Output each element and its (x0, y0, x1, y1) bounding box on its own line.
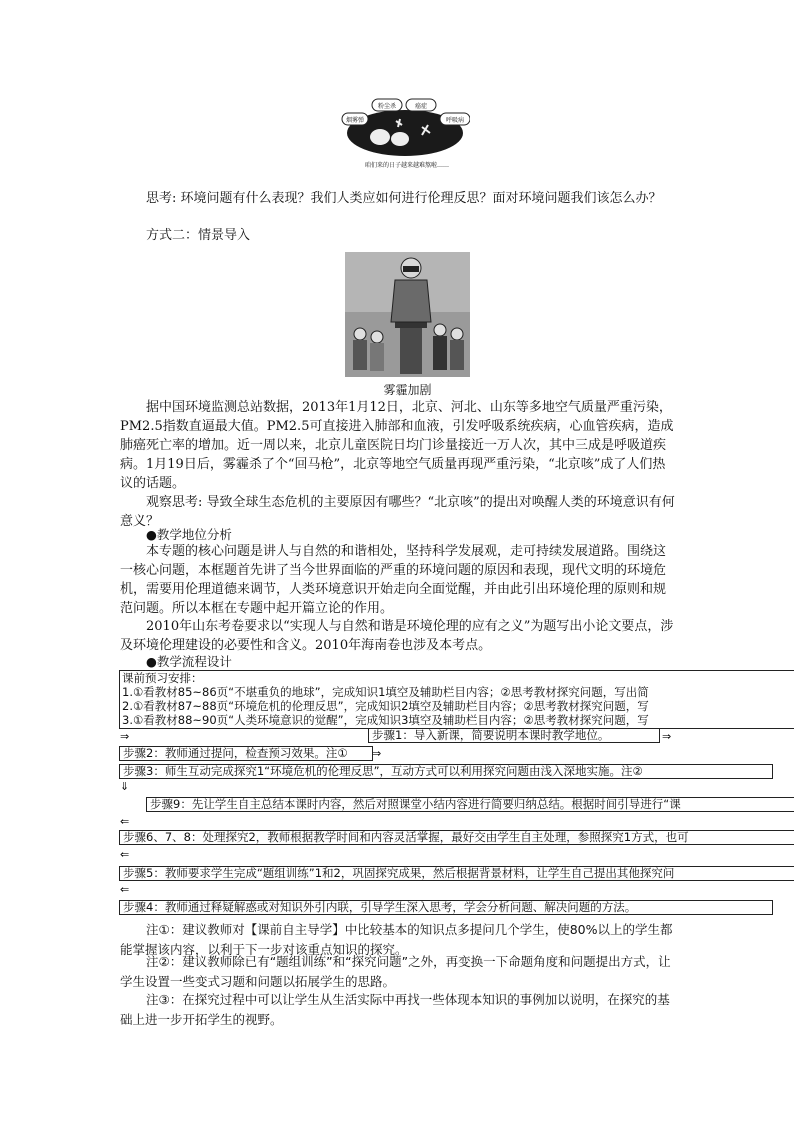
cartoon-label-2: 粉尘杀 (377, 103, 396, 110)
step-1-box: 步骤1：导入新课，简要说明本课时教学地位。 (368, 728, 660, 743)
step-9-box: 步骤9：先让学生自主总结本课时内容，然后对照课堂小结内容进行简要归纳总结。根据时间引导进行“课 (146, 797, 794, 812)
preview-line-3: 3.①看教材88~90页“人类环境意识的觉醒”，完成知识3填空及辅助栏目内容；②思考教材探究问题，写 (122, 713, 649, 727)
arrow-left-1: ⇐ (120, 815, 130, 828)
note-1: 注①：建议教师对【课前自主导学】中比较基本的知识点多提问几个学生，使80%以上的学生都能掌握该内容，以利于下一步对该重点知识的探究。 (120, 922, 673, 957)
teaching-flow-heading: ●教学流程设计 (146, 654, 232, 669)
arrow-right-1: ⇒ (120, 730, 130, 743)
method-two-heading: 方式二：情景导入 (146, 228, 251, 243)
smog-illustration-figure (345, 252, 470, 377)
teaching-position-heading: ●教学地位分析 (146, 527, 232, 542)
exam-reference-paragraph: 2010年山东考卷要求以“实现人与自然和谐是环境伦理的应有之义”为题写出小论文要点，涉及环境伦理建设的必要性和含义。2010年海南卷也涉及本考点。 (120, 619, 674, 653)
note-2: 注②：建议教师除已有“题组训练”和“探究问题”之外，再变换一下命题角度和问题提出方式，让学生设置一些变式习题和问题以拓展学生的思路。 (120, 954, 671, 989)
observe-question: 观察思考: 导致全球生态危机的主要原因有哪些？“北京咳”的提出对唤醒人类的环境意识有何意义？ (120, 495, 675, 529)
cartoon-label-3: 癌症 (414, 103, 427, 110)
step-4-box: 步骤4：教师通过释疑解惑或对知识外引内联，引导学生深入思考，学会分析问题、解决问题的方法。 (119, 900, 773, 915)
cartoon-caption: 咱们来的日子越来越难熬啦…… (364, 162, 449, 169)
smog-caption: 雾霾加剧 (383, 383, 432, 397)
arrow-right-2: ⇒ (662, 730, 672, 743)
preview-title: 课前预习安排： (122, 671, 203, 685)
pollution-cartoon-figure (340, 97, 470, 159)
arrow-down-1: ⇓ (120, 780, 130, 793)
pollution-cartoon-illustration (340, 97, 470, 159)
arrow-right-3: ⇒ (372, 747, 382, 760)
preview-line-1: 1.①看教材85~86页“不堪重负的地球”，完成知识1填空及辅助栏目内容；②思考教材探究问题，写出简 (122, 685, 649, 699)
teaching-position-paragraph: 本专题的核心问题是讲人与自然的和谐相处，坚持科学发展观，走可持续发展道路。围绕这一核心问题，本框题首先讲了当今世界面临的严重的环境问题的原因和表现，现代文明的环境危机，需要用伦理道德来调节，人类环境意识开始走向全面觉醒，并由此引出环境伦理的原则和规范问题。所以本框在专题中起开篇立论的作用。 (120, 544, 667, 616)
step-2-box: 步骤2：教师通过提问，检查预习效果。注① (119, 746, 373, 761)
pollution-data-paragraph: 据中国环境监测总站数据，2013年1月12日，北京、河北、山东等多地空气质量严重污染，PM2.5指数直逼最大值。PM2.5可直接进入肺部和血液，引发呼吸系统疾病，心血管疾病，造成肺癌死亡率的增加。近一周以来，北京儿童医院日均门诊量接近一万人次，其中三成是呼吸道疾病。1月19日后，雾霾杀了个“回马枪”，北京等地空气质量再现严重污染，“北京咳”成了人们热议的话题。 (120, 400, 674, 491)
step-3-box: 步骤3：师生互动完成探究1“环境危机的伦理反思”，互动方式可以利用探究问题由浅入深地实施。注② (119, 764, 773, 779)
smog-illustration (345, 252, 470, 377)
preview-arrangement-box (119, 670, 794, 729)
note-3: 注③：在探究过程中可以让学生从生活实际中再找一些体现本知识的事例加以说明，在探究的基础上进一步开拓学生的视野。 (120, 992, 670, 1027)
think-question-1: 思考: 环境问题有什么表现？我们人类应如何进行伦理反思？面对环境问题我们该怎么办？ (146, 191, 662, 206)
step-5-box: 步骤5：教师要求学生完成“题组训练”1和2，巩固探究成果，然后根据背景材料，让学生自己提出其他探究问 (119, 866, 794, 881)
arrow-left-3: ⇐ (120, 883, 130, 896)
preview-line-2: 2.①看教材87~88页“环境危机的伦理反思”，完成知识2填空及辅助栏目内容；②思考教材探究问题，写 (122, 699, 649, 713)
cartoon-label-1: 烟雾弹 (345, 117, 364, 124)
arrow-left-2: ⇐ (120, 848, 130, 861)
cartoon-label-4: 呼吸病 (445, 117, 464, 124)
step-678-box: 步骤6、7、8：处理探究2，教师根据教学时间和内容灵活掌握，最好交由学生自主处理，参照探究1方式，也可 (119, 830, 794, 845)
